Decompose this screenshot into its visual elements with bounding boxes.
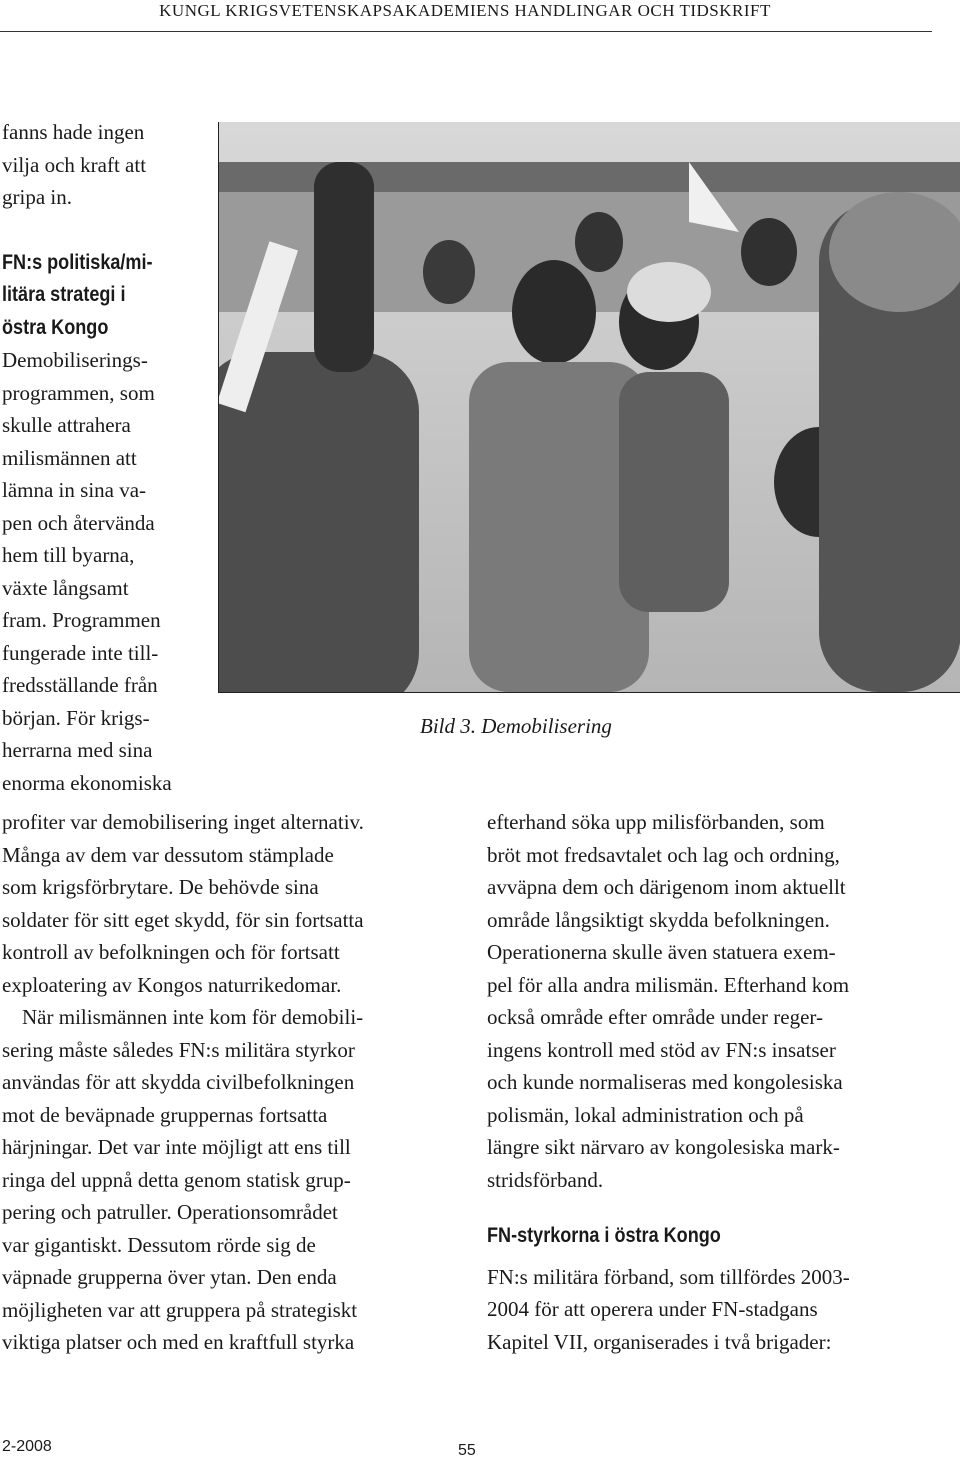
text-line: också område efter område under reger-: [487, 1005, 823, 1029]
photo-caption: Bild 3. Demobilisering: [420, 714, 612, 738]
text-line: pen och återvända: [2, 510, 155, 535]
text-line: pering och patruller. Operationsområdet: [2, 1200, 338, 1224]
right-column: [487, 806, 937, 1358]
text-line: fredsställande från: [2, 673, 158, 697]
section-heading: FN-styrkorna i östra Kongo: [487, 1224, 721, 1247]
text-line: avväpna dem och därigenom inom aktuellt: [487, 875, 846, 899]
journal-header: KUNGL KRIGSVETENSKAPSAKADEMIENS HANDLINGAR OCH TIDSKRIFT: [159, 1, 771, 20]
text-line: växte långsamt: [2, 575, 129, 600]
section-heading: FN:s politiska/mi-: [2, 250, 153, 274]
text-line: fram. Programmen: [2, 608, 161, 632]
text-line: viktiga platser och med en kraftfull styrka: [2, 1330, 355, 1354]
text-line: soldater för sitt eget skydd, för sin fortsatta: [2, 907, 364, 932]
text-line: var gigantiskt. Dessutom rörde sig de: [2, 1232, 316, 1257]
spacer: [2, 214, 198, 247]
text-line: skulle attrahera: [2, 413, 131, 437]
text-line: sering måste således FN:s militära styrkor: [2, 1037, 355, 1062]
text-line: hem till byarna,: [2, 543, 135, 567]
text-line: ingens kontroll med stöd av FN:s insatser: [487, 1037, 836, 1062]
issue-label: 2-2008: [2, 1438, 52, 1455]
text-line: programmen, som: [2, 380, 155, 405]
text-line: mot de beväpnade gruppernas fortsatta: [2, 1102, 328, 1127]
text-line: möjligheten var att gruppera på strategiskt: [2, 1297, 358, 1322]
text-line: gripa in.: [2, 185, 72, 209]
text-line: kontroll av befolkningen och för fortsatt: [2, 940, 340, 964]
text-line: bröt mot fredsavtalet och lag och ordning,: [487, 842, 840, 867]
text-line: Operationerna skulle även statuera exem-: [487, 940, 836, 964]
text-line: början. För krigs-: [2, 705, 150, 730]
text-line: härjningar. Det var inte möjligt att ens till: [2, 1135, 351, 1159]
text-line: Många av dem var dessutom stämplade: [2, 842, 334, 867]
spacer: [487, 1253, 937, 1261]
text-line: Demobiliserings-: [2, 348, 148, 372]
header-rule: [0, 31, 932, 32]
text-line: vilja och kraft att: [2, 152, 147, 177]
section-heading: litära strategi i: [2, 283, 126, 306]
text-line: lämna in sina va-: [2, 478, 147, 502]
text-line: längre sikt närvaro av kongolesiska mark-: [487, 1135, 840, 1159]
text-line: stridsförband.: [487, 1167, 604, 1192]
text-line: användas för att skydda civilbefolkningen: [2, 1070, 355, 1094]
text-line: ringa del uppnå detta genom statisk grup-: [2, 1167, 351, 1192]
text-line: pel för alla andra milismän. Efterhand kom: [487, 972, 850, 997]
text-line: och kunde normaliseras med kongolesiska: [487, 1070, 843, 1094]
photo-illustration: [219, 122, 960, 692]
text-line: herrarna med sina: [2, 738, 153, 762]
text-line: exploatering av Kongos naturrikedomar.: [2, 972, 342, 997]
text-line: fanns hade ingen: [2, 120, 145, 144]
left-column-wide: [2, 806, 448, 1359]
demobilization-photo: [218, 122, 960, 693]
text-line: Kapitel VII, organiserades i två brigader:: [487, 1329, 832, 1354]
text-line: enorma ekonomiska: [2, 770, 172, 795]
text-line: väpnade grupperna över ytan. Den enda: [2, 1265, 337, 1289]
text-line: 2004 för att operera under FN-stadgans: [487, 1297, 818, 1321]
page-number: 55: [458, 1442, 476, 1459]
left-column-narrow: [2, 116, 198, 799]
text-line: milismännen att: [2, 445, 137, 470]
text-line: När milismännen inte kom för demobili-: [22, 1005, 364, 1029]
text-line: polismän, lokal administration och på: [487, 1102, 804, 1127]
text-line: efterhand söka upp milisförbanden, som: [487, 810, 825, 834]
text-line: som krigsförbrytare. De behövde sina: [2, 875, 319, 899]
text-line: fungerade inte till-: [2, 640, 159, 665]
text-line: område långsiktigt skydda befolkningen.: [487, 907, 830, 932]
section-heading: östra Kongo: [2, 315, 109, 339]
text-line: FN:s militära förband, som tillfördes 2003-: [487, 1264, 850, 1289]
spacer: [487, 1196, 937, 1220]
text-line: profiter var demobilisering inget alternativ.: [2, 810, 364, 834]
